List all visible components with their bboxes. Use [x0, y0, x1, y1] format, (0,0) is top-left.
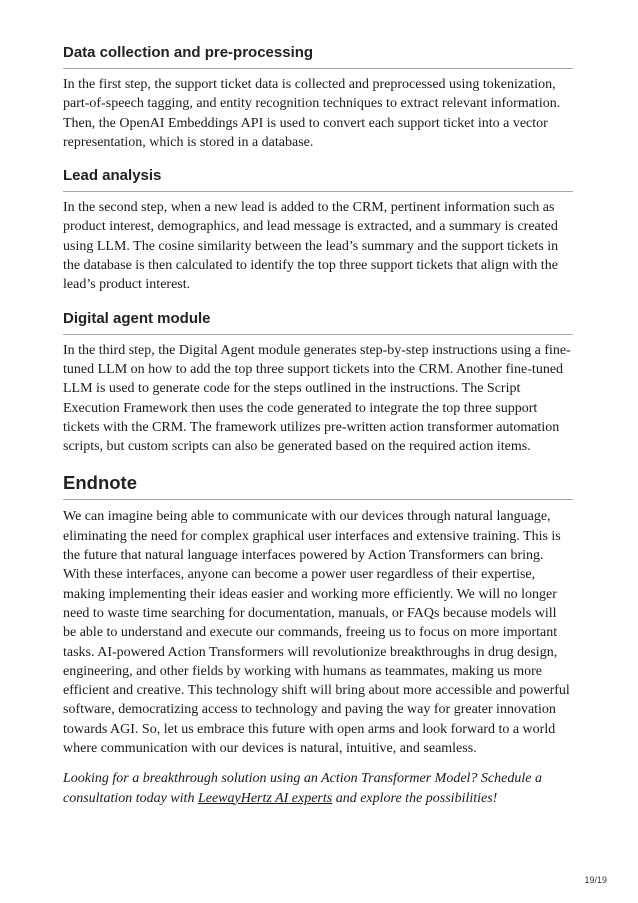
call-to-action: [63, 769, 573, 808]
section-body-data-collection: In the first step, the support ticket data is collected and preprocessed using tokenization, part-of-speech tagging, and entity recognition techniques to extract relevant information. Then, the OpenAI Embeddings API is used to convert each support ticket into a vector representation, which is stored in a database.: [63, 77, 561, 150]
section-body-lead-analysis: In the second step, when a new lead is added to the CRM, pertinent information such as product interest, demographics, and lead message is extracted, and a summary is created using LLM. The cosine similarity between the lead’s summary and the support tickets in the database is then calculated to identify the top three support tickets that align with the lead’s product interest.: [63, 200, 559, 293]
cta-text-before: Looking for a breakthrough solution using an Action Transformer Model? Schedule a consultation today with: [63, 771, 542, 806]
section-body-endnote: We can imagine being able to communicate with our devices through natural language, eliminating the need for complex graphical user interfaces and extensive training. This is the future that natural language interfaces powered by Action Transformers can bring. With these interfaces, anyone can become a power user regardless of their expertise, making implementing their ideas easier and working more efficiently. We will no longer need to waste time searching for documentation, manuals, or FAQs because models will be able to understand and execute our commands, freeing us to focus on more important tasks. AI-powered Action Transformers will revolutionize breakthroughs in drug design, engineering, and other fields by working with humans as teammates, making us more efficient and creative. This technology shift will bring about more accessible and powerful software, democratizing access to technology and paving the way for greater innovation towards AGI. So, let us embrace this future with open arms and look forward to a world where communication with our devices is natural, intuitive, and seamless.: [63, 509, 570, 757]
cta-text-after: and explore the possibilities!: [332, 790, 498, 806]
leewayhertz-experts-link[interactable]: LeewayHertz AI experts: [197, 790, 333, 806]
section-heading-lead-analysis: Lead analysis: [63, 165, 573, 192]
section-heading-digital-agent: Digital agent module: [63, 308, 573, 335]
section-body-digital-agent: In the third step, the Digital Agent module generates step-by-step instructions using a fine-tuned LLM on how to add the top three support tickets into the CRM. Another fine-tuned LLM is used to generate code for the steps outlined in the instructions. The Script Execution Framework then uses the code generated to integrate the top three support tickets with the CRM. The framework utilizes pre-written action transformer automation scripts, but custom scripts can also be generated based on the required action items.: [63, 342, 571, 455]
section-heading-endnote: Endnote: [63, 470, 573, 500]
page-number: 19/19: [584, 875, 607, 885]
section-heading-data-collection: Data collection and pre-processing: [63, 42, 573, 69]
document-content: [63, 40, 573, 808]
